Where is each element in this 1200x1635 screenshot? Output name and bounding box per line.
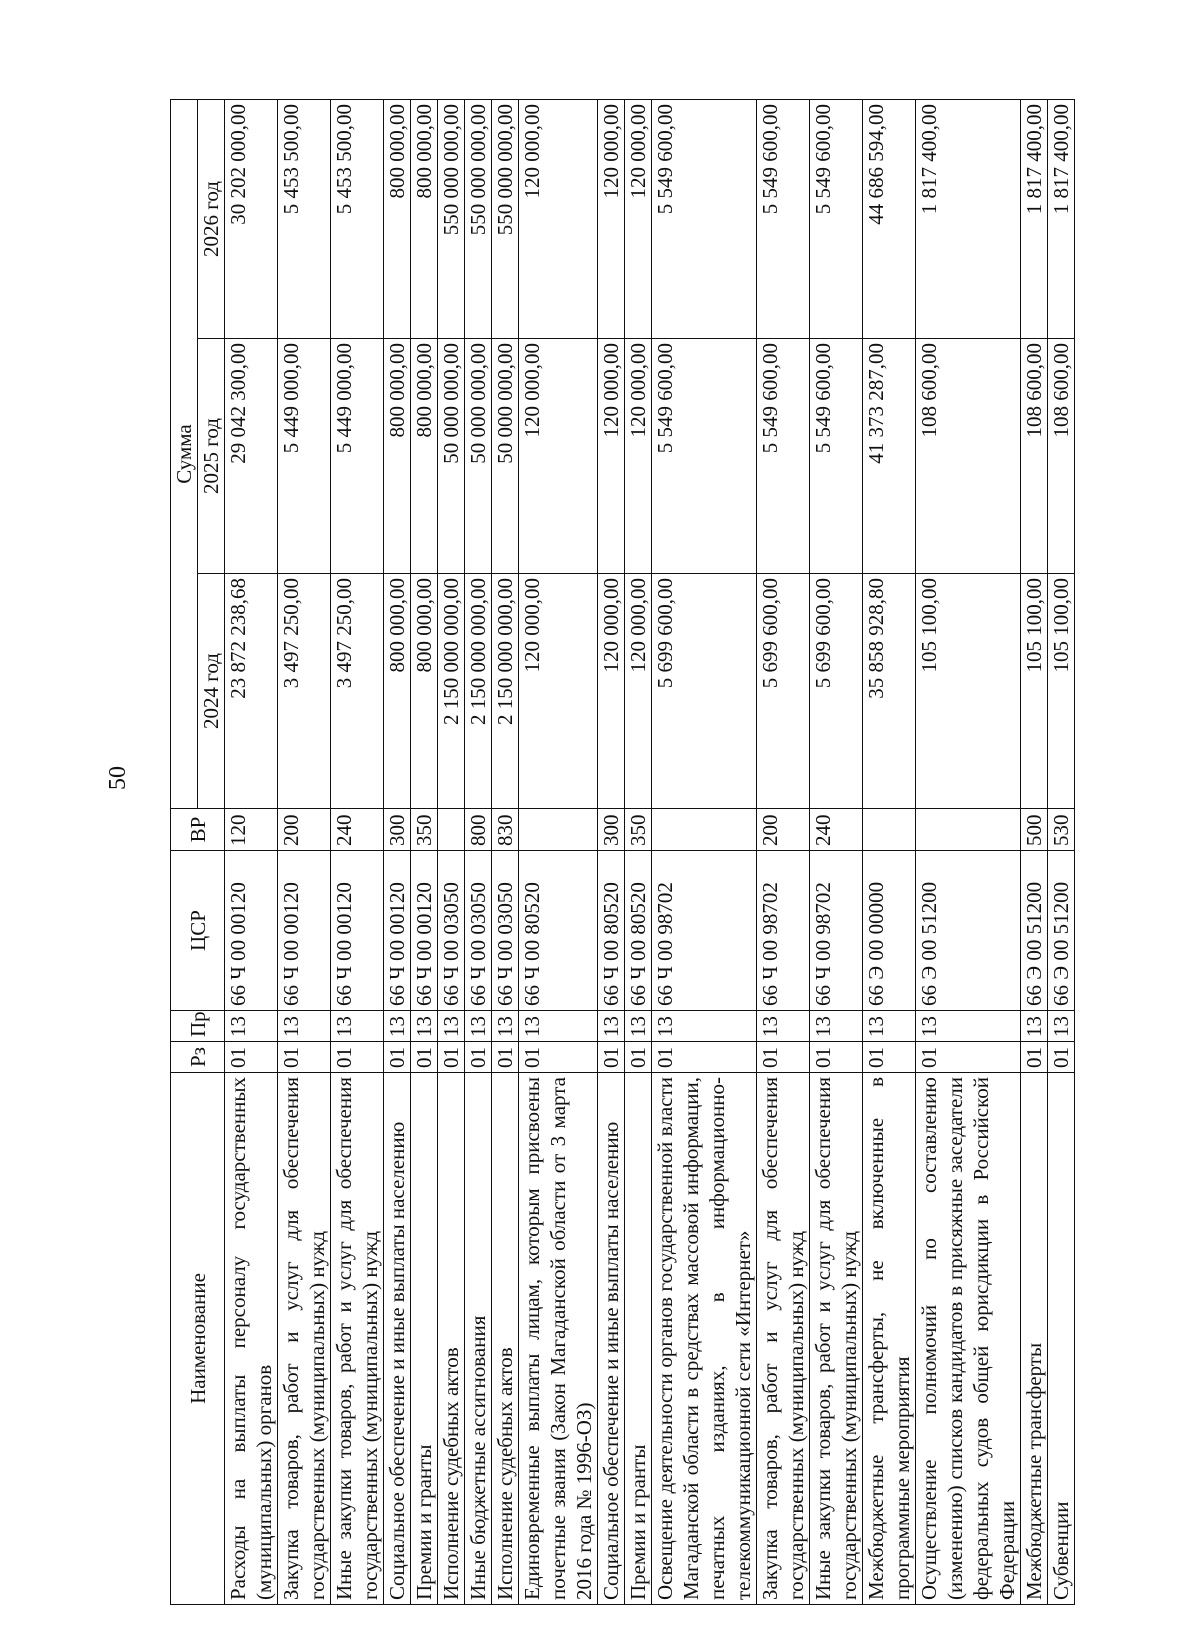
row-vr: 830	[492, 809, 519, 851]
row-csr: 66 Ч 00 80520	[598, 851, 625, 1011]
row-2025: 108 600,00	[1021, 339, 1048, 574]
row-2026: 5 453 500,00	[331, 99, 384, 338]
rotated-table-container	[170, 100, 1073, 1605]
table-row	[863, 99, 916, 1604]
row-vr: 530	[1048, 809, 1075, 851]
table-row	[1048, 99, 1075, 1604]
row-name: Исполнение судебных актов	[438, 1073, 465, 1605]
table-row	[519, 99, 598, 1604]
table-row	[492, 99, 519, 1604]
row-name: Закупка товаров, работ и услуг для обеспечения государственных (муниципальных) нужд	[757, 1073, 810, 1605]
row-2025: 50 000 000,00	[465, 339, 492, 574]
row-pr: 13	[625, 1011, 652, 1042]
row-csr: 66 Ч 00 98702	[810, 851, 863, 1011]
row-rz: 01	[331, 1042, 384, 1073]
row-2025: 5 449 000,00	[278, 339, 331, 574]
row-csr: 66 Ч 00 00120	[411, 851, 438, 1011]
row-vr: 350	[625, 809, 652, 851]
header-2025: 2025 год	[198, 339, 225, 574]
table-row	[625, 99, 652, 1604]
table-row	[757, 99, 810, 1604]
row-name: Закупка товаров, работ и услуг для обеспечения государственных (муниципальных) нужд	[278, 1073, 331, 1605]
row-2024: 2 150 000 000,00	[465, 574, 492, 809]
table-row	[1021, 99, 1048, 1604]
row-name: Социальное обеспечение и иные выплаты населению	[598, 1073, 625, 1605]
row-2025: 50 000 000,00	[492, 339, 519, 574]
row-rz: 01	[225, 1042, 278, 1073]
row-rz: 01	[916, 1042, 1021, 1073]
row-name: Межбюджетные трансферты	[1021, 1073, 1048, 1605]
row-2026: 5 549 600,00	[810, 99, 863, 338]
row-2026: 550 000 000,00	[465, 99, 492, 338]
header-name: Наименование	[171, 1073, 225, 1605]
table-row	[598, 99, 625, 1604]
row-rz: 01	[625, 1042, 652, 1073]
row-csr: 66 Ч 00 03050	[492, 851, 519, 1011]
row-pr: 13	[438, 1011, 465, 1042]
row-name: Освещение деятельности органов государственной власти Магаданской области в средствах массовой информации, печатных изданиях, в информационно-телекоммуникационной сети «Интернет»	[652, 1073, 757, 1605]
row-2025: 5 549 600,00	[757, 339, 810, 574]
header-csr: ЦСР	[171, 851, 225, 1011]
row-csr: 66 Ч 00 00120	[278, 851, 331, 1011]
row-2025: 120 000,00	[519, 339, 598, 574]
row-rz: 01	[757, 1042, 810, 1073]
row-2024: 800 000,00	[384, 574, 411, 809]
row-name: Иные бюджетные ассигнования	[465, 1073, 492, 1605]
table-row	[652, 99, 757, 1604]
row-2025: 800 000,00	[411, 339, 438, 574]
row-vr: 350	[411, 809, 438, 851]
row-name: Иные закупки товаров, работ и услуг для обеспечения государственных (муниципальных) нужд	[810, 1073, 863, 1605]
table-row	[278, 99, 331, 1604]
row-2026: 5 549 600,00	[757, 99, 810, 338]
row-2024: 800 000,00	[411, 574, 438, 809]
row-2024: 5 699 600,00	[652, 574, 757, 809]
row-vr: 800	[465, 809, 492, 851]
row-pr: 13	[465, 1011, 492, 1042]
row-csr: 66 Ч 00 00120	[331, 851, 384, 1011]
header-sum: Сумма	[171, 99, 198, 808]
row-name: Субвенции	[1048, 1073, 1075, 1605]
row-pr: 13	[519, 1011, 598, 1042]
row-2026: 1 817 400,00	[916, 99, 1021, 338]
row-csr: 66 Ч 00 98702	[757, 851, 810, 1011]
row-name: Социальное обеспечение и иные выплаты населению	[384, 1073, 411, 1605]
row-pr: 13	[757, 1011, 810, 1042]
row-name: Премии и гранты	[411, 1073, 438, 1605]
table-row	[916, 99, 1021, 1604]
header-pr: Пр	[171, 1011, 225, 1042]
row-2026: 550 000 000,00	[438, 99, 465, 338]
row-2025: 120 000,00	[598, 339, 625, 574]
header-vr: ВР	[171, 809, 225, 851]
row-vr: 240	[810, 809, 863, 851]
row-2024: 35 858 928,80	[863, 574, 916, 809]
page-number: 50	[105, 766, 131, 790]
row-2026: 30 202 000,00	[225, 99, 278, 338]
row-name: Расходы на выплаты персоналу государственных (муниципальных) органов	[225, 1073, 278, 1605]
row-csr: 66 Ч 00 80520	[625, 851, 652, 1011]
row-csr: 66 Ч 00 80520	[519, 851, 598, 1011]
row-2025: 29 042 300,00	[225, 339, 278, 574]
row-rz: 01	[411, 1042, 438, 1073]
row-csr: 66 Ч 00 00120	[225, 851, 278, 1011]
row-vr: 300	[598, 809, 625, 851]
row-csr: 66 Ч 00 03050	[465, 851, 492, 1011]
row-2026: 1 817 400,00	[1021, 99, 1048, 338]
row-2024: 2 150 000 000,00	[438, 574, 465, 809]
row-2024: 3 497 250,00	[331, 574, 384, 809]
row-pr: 13	[411, 1011, 438, 1042]
table-row	[810, 99, 863, 1604]
row-vr: 500	[1021, 809, 1048, 851]
row-csr: 66 Э 00 51200	[916, 851, 1021, 1011]
row-2026: 44 686 594,00	[863, 99, 916, 338]
row-2024: 105 100,00	[1021, 574, 1048, 809]
row-name: Исполнение судебных актов	[492, 1073, 519, 1605]
row-2024: 105 100,00	[1048, 574, 1075, 809]
row-2025: 120 000,00	[625, 339, 652, 574]
row-csr: 66 Э 00 00000	[863, 851, 916, 1011]
row-vr: 200	[278, 809, 331, 851]
row-2025: 108 600,00	[1048, 339, 1075, 574]
row-rz: 01	[465, 1042, 492, 1073]
row-2024: 5 699 600,00	[810, 574, 863, 809]
row-2026: 1 817 400,00	[1048, 99, 1075, 338]
row-pr: 13	[863, 1011, 916, 1042]
header-2026: 2026 год	[198, 99, 225, 338]
row-2024: 120 000,00	[519, 574, 598, 809]
row-2024: 105 100,00	[916, 574, 1021, 809]
row-vr	[863, 809, 916, 851]
row-2025: 800 000,00	[384, 339, 411, 574]
row-rz: 01	[438, 1042, 465, 1073]
row-vr	[519, 809, 598, 851]
row-2026: 120 000,00	[519, 99, 598, 338]
row-2026: 550 000 000,00	[492, 99, 519, 338]
row-rz: 01	[1021, 1042, 1048, 1073]
table-row	[331, 99, 384, 1604]
header-rz: Рз	[171, 1042, 225, 1073]
row-rz: 01	[492, 1042, 519, 1073]
row-name: Премии и гранты	[625, 1073, 652, 1605]
row-vr: 240	[331, 809, 384, 851]
row-2026: 800 000,00	[384, 99, 411, 338]
row-2025: 108 600,00	[916, 339, 1021, 574]
header-2024: 2024 год	[198, 574, 225, 809]
row-pr: 13	[384, 1011, 411, 1042]
row-vr: 300	[384, 809, 411, 851]
budget-table	[170, 99, 1075, 1605]
row-2024: 120 000,00	[598, 574, 625, 809]
row-name: Осуществление полномочий по составлению (изменению) списков кандидатов в присяжные заседатели федеральных судов общей юрисдикции в Российской Федерации	[916, 1073, 1021, 1605]
row-2024: 3 497 250,00	[278, 574, 331, 809]
row-csr: 66 Ч 00 03050	[438, 851, 465, 1011]
row-rz: 01	[598, 1042, 625, 1073]
row-2026: 5 453 500,00	[278, 99, 331, 338]
row-csr: 66 Ч 00 00120	[384, 851, 411, 1011]
row-2025: 5 449 000,00	[331, 339, 384, 574]
row-csr: 66 Э 00 51200	[1021, 851, 1048, 1011]
table-row	[438, 99, 465, 1604]
row-2025: 41 373 287,00	[863, 339, 916, 574]
row-rz: 01	[652, 1042, 757, 1073]
row-rz: 01	[519, 1042, 598, 1073]
row-pr: 13	[1048, 1011, 1075, 1042]
row-pr: 13	[492, 1011, 519, 1042]
row-pr: 13	[1021, 1011, 1048, 1042]
row-2026: 120 000,00	[625, 99, 652, 338]
row-csr: 66 Э 00 51200	[1048, 851, 1075, 1011]
row-rz: 01	[1048, 1042, 1075, 1073]
row-2025: 50 000 000,00	[438, 339, 465, 574]
row-vr	[916, 809, 1021, 851]
row-2026: 800 000,00	[411, 99, 438, 338]
row-2024: 2 150 000 000,00	[492, 574, 519, 809]
row-vr	[438, 809, 465, 851]
table-row	[465, 99, 492, 1604]
row-2025: 5 549 600,00	[652, 339, 757, 574]
row-2024: 120 000,00	[625, 574, 652, 809]
table-row	[225, 99, 278, 1604]
header-row-1	[171, 99, 198, 1604]
row-csr: 66 Ч 00 98702	[652, 851, 757, 1011]
row-rz: 01	[810, 1042, 863, 1073]
row-pr: 13	[916, 1011, 1021, 1042]
row-2024: 5 699 600,00	[757, 574, 810, 809]
row-rz: 01	[863, 1042, 916, 1073]
row-rz: 01	[278, 1042, 331, 1073]
row-name: Единовременные выплаты лицам, которым присвоены почетные звания (Закон Магаданской области от 3 марта 2016 года № 1996-ОЗ)	[519, 1073, 598, 1605]
row-pr: 13	[810, 1011, 863, 1042]
table-row	[384, 99, 411, 1604]
row-pr: 13	[278, 1011, 331, 1042]
row-pr: 13	[331, 1011, 384, 1042]
table-row	[411, 99, 438, 1604]
row-rz: 01	[384, 1042, 411, 1073]
row-2026: 120 000,00	[598, 99, 625, 338]
row-name: Межбюджетные трансферты, не включенные в программные мероприятия	[863, 1073, 916, 1605]
row-2025: 5 549 600,00	[810, 339, 863, 574]
row-vr: 200	[757, 809, 810, 851]
row-2024: 23 872 238,68	[225, 574, 278, 809]
row-vr	[652, 809, 757, 851]
row-pr: 13	[652, 1011, 757, 1042]
row-2026: 5 549 600,00	[652, 99, 757, 338]
row-name: Иные закупки товаров, работ и услуг для обеспечения государственных (муниципальных) нужд	[331, 1073, 384, 1605]
row-vr: 120	[225, 809, 278, 851]
row-pr: 13	[225, 1011, 278, 1042]
row-pr: 13	[598, 1011, 625, 1042]
